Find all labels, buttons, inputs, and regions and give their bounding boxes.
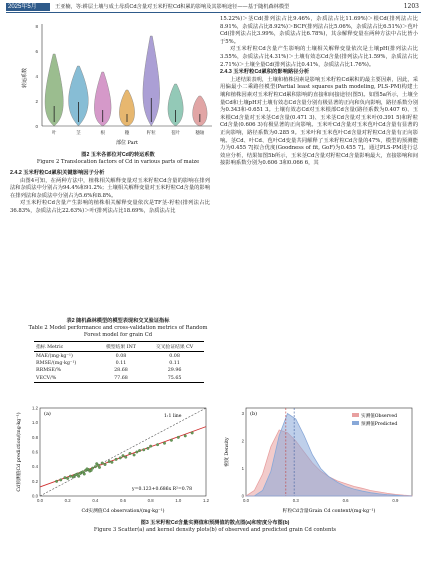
table-cell: 0.11 [115, 360, 127, 366]
density-ylabel: 密度 Density [225, 437, 230, 467]
issue-label: 2025年5月 [8, 4, 37, 10]
scatter-point [124, 456, 127, 459]
density-xtick: 0.9 [392, 498, 399, 503]
scatter-point [156, 443, 159, 446]
fit-equation: y=0.123+0.686x R²=0.78 [132, 487, 193, 492]
scatter-point [86, 468, 89, 471]
scatter-ytick: 0.8 [32, 434, 38, 440]
scatter-point [163, 442, 166, 445]
violin-xtick: 籽粒 [146, 131, 156, 136]
fig3-caption-en: Figure 3 Scatter(a) and kernel density plots(b) of observed and predicted grain Cd contents [93, 527, 337, 533]
figure-3a-scatter [14, 404, 210, 516]
scatter-xtick: 0.0 [37, 498, 43, 503]
table2-caption-en: Table 2 Model performance and cross-validation metrics of Random Forest model for grain Cd [28, 325, 208, 338]
right-para-2: 对玉米籽粒Cd含量产生影响的土壤相关解释变量依次是土壤pH(排列法占比3.55%，杂质法占比4.31%)＞土壤有效态Cd含量(排列法占比1.59%，杂质法占比2.71%)＞土壤全量Cd(排列法占比0.41%，杂质法占比1.76%)。 [220, 46, 418, 68]
scatter-point [191, 432, 194, 435]
table-cell: 77.68 [114, 375, 128, 381]
density-ytick: 3 [241, 411, 244, 416]
table-cell: 75.65 [167, 375, 182, 381]
violin-svg [20, 18, 216, 150]
legend-swatch-observed [352, 413, 359, 417]
scatter-point [108, 460, 111, 463]
scatter-point [104, 463, 107, 466]
left-column-text [10, 170, 210, 216]
table-cell: 0.11 [169, 360, 180, 366]
table-cell: 0.08 [169, 353, 180, 359]
table-row [34, 367, 204, 374]
violin-xtick: 穗轴 [195, 131, 205, 136]
header-rule [6, 12, 421, 13]
scatter-point [170, 439, 173, 442]
density-svg [220, 404, 416, 516]
scatter-point [111, 461, 114, 464]
table-2-caption [20, 318, 216, 339]
left-para-1: 由图4可知，在两种方法中，植株相关解释变量对玉米籽粒Cd含量的影响在排列法和杂质法中分别占为94.4%和91.2%；土壤相关解释变量对玉米籽粒Cd含量的影响在排列法和杂质法中分别占为5.6%和8.8%。 [10, 177, 211, 199]
svg-text:4: 4 [35, 74, 38, 79]
fig2-caption-zh: 图2 玉米各部位对Cd的转运系数 [81, 152, 155, 158]
density-xlabel: 籽粒Cd含量Grain Cd content/(mg·kg⁻¹) [282, 509, 376, 514]
violin-ylabel: 转运系数 [22, 67, 28, 89]
scatter-point [129, 452, 132, 455]
scatter-ytick: 0.4 [32, 464, 38, 470]
fig2-caption-en: Figure 2 Translocation factors of Cd in various parts of maize [36, 159, 200, 165]
figure-2-caption [20, 152, 216, 166]
fig3-caption-zh: 图3 玉米籽粒Cd含量实测值和预测值的散点图(a)和密度分布图(b) [140, 520, 290, 526]
scatter-xtick: 0.4 [92, 498, 99, 503]
table-cell: 29.96 [167, 368, 182, 374]
section-2-4-3: 2.4.3 玉米籽粒Cd累积的影响路径分析 [220, 69, 310, 76]
table-header-row [34, 342, 204, 352]
scatter-point [101, 462, 104, 465]
scatter-point [66, 477, 69, 480]
violin-xtick: 穗 [124, 131, 130, 136]
one-to-one-line [40, 408, 206, 496]
scatter-point [75, 473, 78, 476]
table-row [34, 375, 204, 383]
svg-text:2: 2 [35, 99, 38, 104]
right-para-3: 上述结果表明，土壤和植株因素是影响玉米籽粒Cd累积的最主要因素，因此，采用偏最小二乘路径模型(Partial least squares path modeling, PLS-PM)构建土壤和植株因素对玉米籽粒Cd累积影响的直接和间接途径(图5)。如图5a所示，土壤全量Cd和土壤pH对土壤有效态Cd含量分别有极显著的正向和负向影响，路径系数分别为0.343和-0.651 3。土壤有效态Cd对玉米根部Cd含量(路径系数为0.407 6)、玉米根Cd含量对玉米茎Cd含量(0.471 3)、玉米茎Cd含量对玉米叶(0.391 5)和籽粒Cd含量(0.606 3)有极显著的正向影响。玉米叶Cd含量对玉米苞叶Cd含量有显著的正向影响，路径系数为0.285 9。玉米叶和玉米苞叶Cd含量对籽粒Cd含量有正向影响。茎Cd、叶Cd、苞叶Cd变量共同解释了玉米籽粒Cd含量的47%，模型的预测能力为0.455 7[拟合优度(Goodness of fit, GoF)为0.455 7]。通过PLS-PM进行总效应分析，结果如图5b所示，玉米茎Cd含量对籽粒Cd含量影响最大，直接影响和间接影响系数分别为0.606 3和0.066 6，其 [220, 76, 418, 167]
scatter-xlabel: Cd实测值Cd observation/(mg·kg⁻¹) [81, 509, 165, 514]
table-header-cell: 指标 Metric [36, 345, 64, 351]
scatter-point [59, 479, 62, 482]
scatter-point [69, 475, 72, 478]
table-cell: RMSE/(mg·kg⁻¹) [36, 360, 77, 366]
scatter-point [94, 465, 97, 468]
journal-header [0, 0, 427, 12]
density-ytick: 1 [241, 466, 244, 471]
legend-predicted: 预测值Predicted [361, 422, 398, 427]
scatter-ytick: 0.2 [32, 478, 38, 484]
scatter-point [95, 462, 98, 465]
scatter-point [72, 476, 75, 479]
table-row [34, 352, 204, 360]
scatter-point [98, 466, 101, 469]
density-ytick: 2 [241, 438, 244, 444]
violin-xtick: 苞叶 [171, 131, 181, 136]
scatter-point [115, 458, 118, 461]
scatter-point [83, 473, 86, 476]
legend-swatch-predicted [352, 421, 359, 425]
violin-xtick: 茎 [76, 131, 81, 136]
scatter-ylabel: Cd预测值Cd prediction/(mg·kg⁻¹) [17, 412, 22, 492]
density-ytick: 0 [241, 493, 244, 499]
density-xtick: 0.0 [243, 498, 249, 503]
table-cell: 28.68 [114, 368, 128, 374]
figure-3-caption [20, 520, 410, 534]
violin-xtick: 根 [100, 131, 105, 136]
section-2-4-2: 2.4.2 玉米籽粒Cd累积关键影响因子分析 [10, 170, 105, 176]
page-number: 1203 [403, 3, 419, 10]
scatter-point [55, 480, 58, 483]
scatter-point [79, 472, 82, 475]
svg-text:8: 8 [35, 24, 38, 29]
density-legend [352, 412, 397, 427]
table-cell: 0.08 [115, 353, 127, 359]
table2-caption-zh: 表2 随机森林模型的模型表现和交叉验证指标 [66, 318, 170, 324]
density-xtick: 0.6 [342, 498, 349, 503]
scatter-point [136, 451, 139, 454]
legend-observed: 实测值Observed [361, 414, 398, 419]
scatter-ytick: 1.0 [32, 420, 38, 426]
panel-a-label: (a) [44, 411, 51, 417]
scatter-point [184, 435, 187, 438]
violin-xtick: 叶 [51, 131, 57, 136]
scatter-point [138, 449, 141, 452]
scatter-point [149, 445, 152, 448]
table-cell: VECV/% [36, 375, 57, 381]
table-header-cell: 模型结果 INT [105, 345, 136, 351]
table-row [34, 360, 204, 367]
one-to-one-label: 1:1 line [164, 414, 182, 419]
table-2 [34, 341, 204, 383]
density-xtick: 0.3 [292, 498, 299, 503]
scatter-point [133, 454, 136, 457]
scatter-point [119, 457, 122, 460]
svg-text:0: 0 [35, 124, 38, 129]
violin-xlabel: 部位 Part [115, 140, 139, 146]
table-cell: RRMSE/% [36, 368, 62, 374]
scatter-xtick: 0.6 [120, 498, 126, 503]
scatter-xtick: 0.8 [147, 498, 154, 503]
scatter-point [64, 476, 67, 479]
scatter-ytick: 0.6 [32, 449, 38, 455]
right-column-text [220, 16, 418, 168]
scatter-point [90, 469, 93, 472]
scatter-point [147, 447, 150, 450]
scatter-ytick: 1.2 [32, 405, 38, 411]
scatter-point [77, 475, 80, 478]
figure-3b-density [220, 404, 416, 516]
scatter-xtick: 0.2 [64, 498, 71, 503]
scatter-point [142, 449, 145, 452]
scatter-xtick: 1.2 [203, 498, 209, 503]
left-para-2: 对玉米籽粒Cd含量产生影响的植株相关解释变量依次是TF茎-籽粒(排列法占比36.83%，杂质法占比22.63%)＞叶(排列法占比18.69%，杂质法占比 [10, 200, 210, 214]
scatter-svg [14, 404, 210, 516]
scatter-point [177, 436, 180, 439]
running-title: 王亚楠，等:耕层土壤与成土母质Cd含量对玉米籽粒Cd积累的影响及其影响途径——基于随机森林模型 [55, 4, 290, 10]
svg-text:6: 6 [35, 49, 38, 54]
table-header-cell: 交叉验证结果 CV [155, 345, 194, 351]
scatter-xtick: 1.0 [175, 498, 182, 503]
figure-2-violin-plot [20, 18, 216, 150]
scatter-point [122, 454, 125, 457]
table-cell: MAE/(mg·kg⁻¹) [36, 353, 73, 359]
right-para-1: 15.22%)＞茎Cd(排列法占比9.46%，杂质法占比11.69%)＞根Cd(排列法占比8.91%，杂质法占比8.92%)＞BCF(排列法占比5.06%，杂质法占比6.51%)＞苞叶Cd(排列法占比3.99%，杂质法占比6.78%)，其余解释变量在两种方法中占比皆小于5%。 [220, 16, 418, 45]
scatter-ytick: 0.0 [32, 493, 38, 499]
panel-b-label: (b) [250, 411, 258, 417]
